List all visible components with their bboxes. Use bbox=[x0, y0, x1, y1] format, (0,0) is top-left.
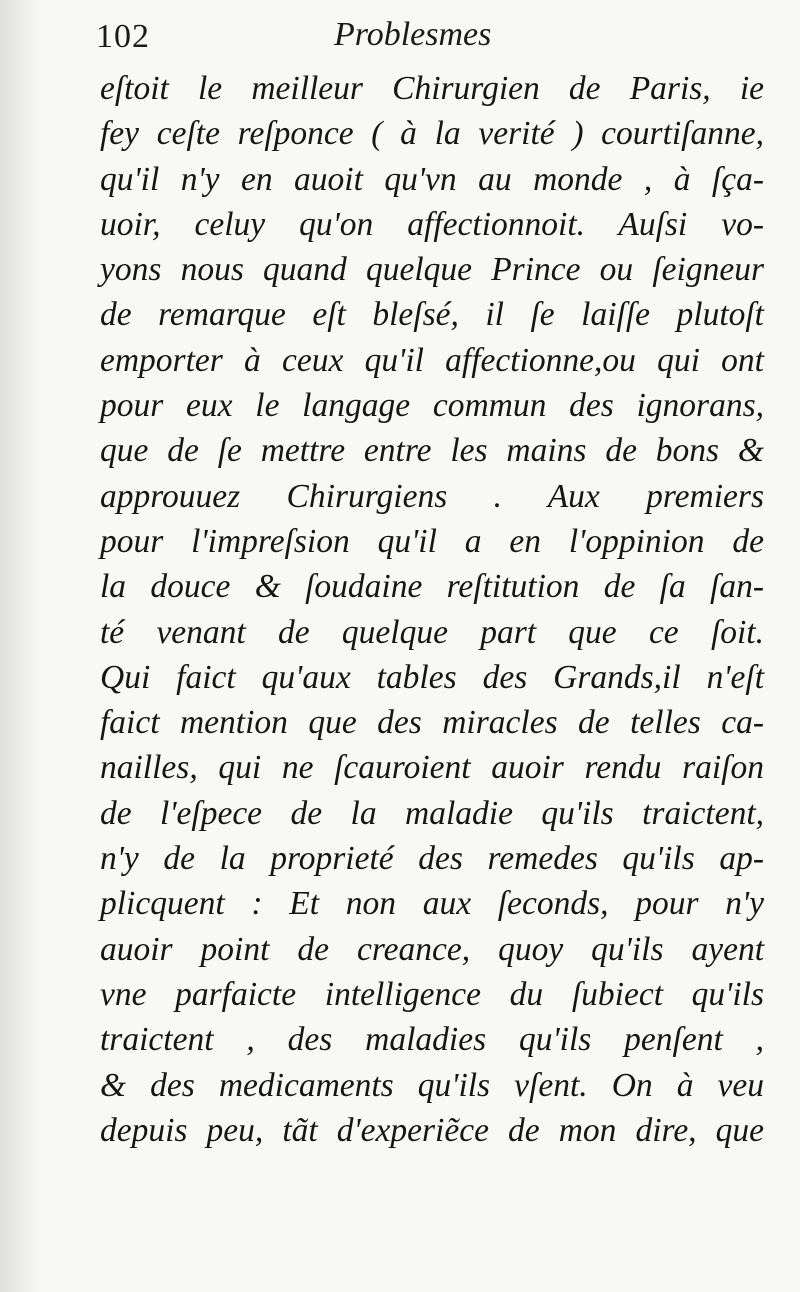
text-line: emporter à ceux qu'il affectionne,ou qui ont bbox=[100, 341, 764, 379]
text-line: qu'il n'y en auoit qu'vn au monde , à ſça- bbox=[100, 160, 764, 198]
text-line: yons nous quand quelque Prince ou ſeigneur bbox=[100, 251, 764, 289]
text-line: pour l'impreſsion qu'il a en l'oppinion de bbox=[100, 522, 764, 560]
text-line: eſtoit le meilleur Chirurgien de Paris, ie bbox=[100, 70, 764, 107]
text-line: que de ſe mettre entre les mains de bons & bbox=[100, 432, 764, 470]
text-line: faict mention que des miracles de telles ca- bbox=[100, 704, 764, 742]
text-line: & des medicaments qu'ils vſent. On à veu bbox=[100, 1066, 764, 1104]
running-head: Problesmes bbox=[334, 16, 492, 53]
text-line: approuuez Chirurgiens . Aux premiers bbox=[100, 477, 764, 515]
text-line: uoir, celuy qu'on affectionnoit. Auſsi vo- bbox=[100, 205, 764, 243]
text-line: de l'eſpece de la maladie qu'ils traictent, bbox=[100, 794, 764, 832]
text-line: nailles, qui ne ſcauroient auoir rendu raiſon bbox=[100, 749, 764, 787]
text-line: auoir point de creance, quoy qu'ils ayent bbox=[100, 930, 764, 968]
text-line: depuis peu, tãt d'experiẽce de mon dire, que bbox=[100, 1111, 764, 1149]
text-line: vne parfaicte intelligence du ſubiect qu'ils bbox=[100, 975, 764, 1013]
text-line: traictent , des maladies qu'ils penſent , bbox=[100, 1021, 764, 1059]
page-number: 102 bbox=[96, 18, 150, 55]
text-line: plicquent : Et non aux ſeconds, pour n'y bbox=[100, 885, 764, 923]
text-line: de remarque eſt bleſsé, il ſe laiſſe plutoſt bbox=[100, 296, 764, 334]
text-line: la douce & ſoudaine reſtitution de ſa ſan- bbox=[100, 568, 764, 606]
body-text bbox=[100, 66, 764, 1153]
page-header bbox=[96, 14, 756, 64]
text-line: n'y de la proprieté des remedes qu'ils ap- bbox=[100, 840, 764, 878]
text-line: Qui faict qu'aux tables des Grands,il n'eſt bbox=[100, 658, 764, 696]
binding-shadow bbox=[0, 0, 40, 1292]
text-line: fey ceſte reſponce ( à la verité ) courtiſanne, bbox=[100, 115, 764, 153]
text-line: pour eux le langage commun des ignorans, bbox=[100, 387, 764, 425]
text-line: té venant de quelque part que ce ſoit. bbox=[100, 613, 764, 651]
